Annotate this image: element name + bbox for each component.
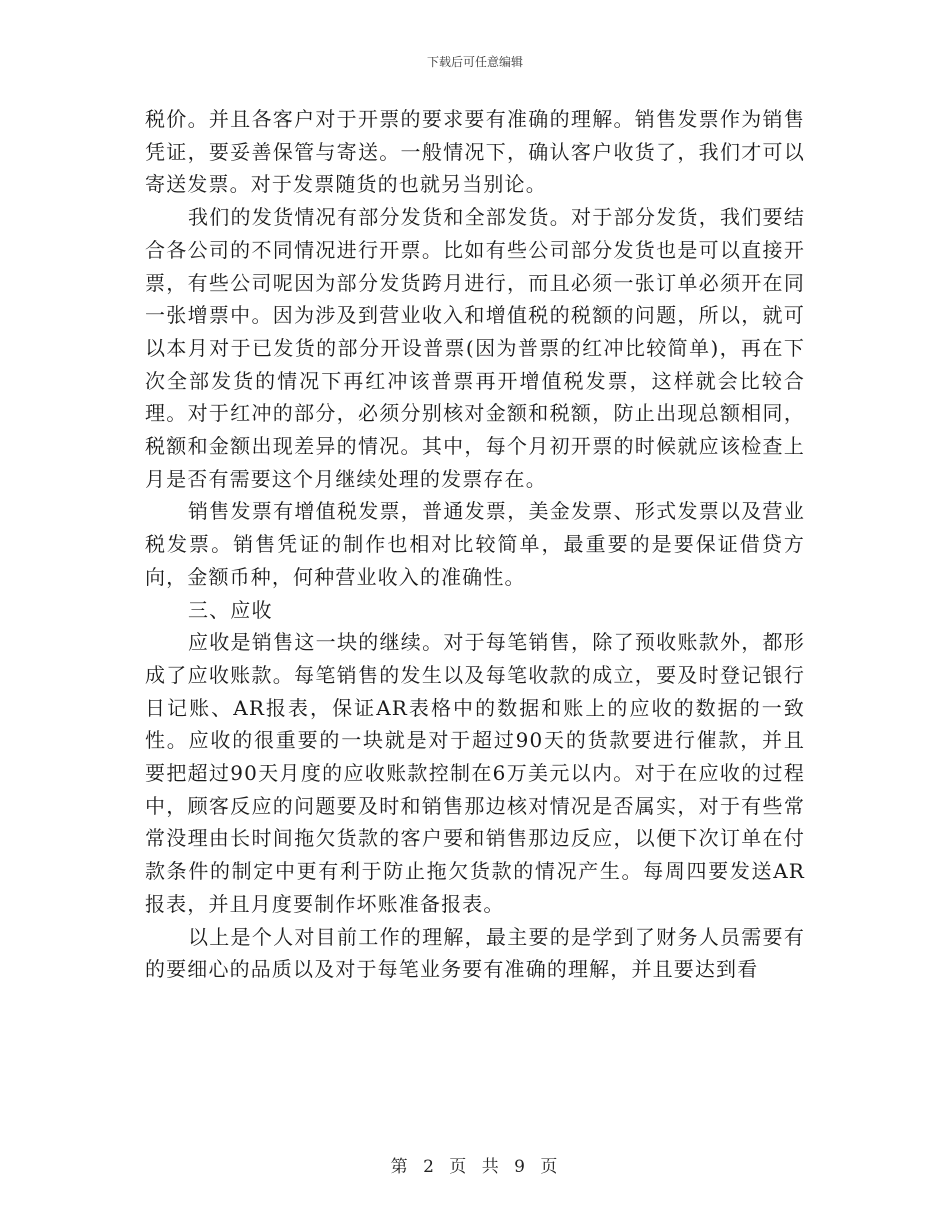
footer-prefix: 第 — [390, 1157, 410, 1177]
footer-total-unit: 页 — [540, 1157, 560, 1177]
footer-total-prefix: 共 — [481, 1157, 501, 1177]
paragraph-2: 我们的发货情况有部分发货和全部发货。对于部分发货，我们要结合各公司的不同情况进行开票。比如有些公司部分发货也是可以直接开票，有些公司呢因为部分发货跨月进行，而且必须一张订单必须开在同一张增票中。因为涉及到营业收入和增值税的税额的问题，所以，就可以本月对于已发货的部分开设普票(因为普票的红冲比较简单)，再在下次全部发货的情况下再红冲该普票再开增值税发票，这样就会比较合理。对于红冲的部分，必须分别核对金额和税额，防止出现总额相同，税额和金额出现差异的情况。其中，每个月初开票的时候就应该检查上月是否有需要这个月继续处理的发票存在。 — [145, 205, 805, 491]
page-header: 下载后可任意编辑 — [426, 55, 523, 69]
paragraph-4: 应收是销售这一块的继续。对于每笔销售，除了预收账款外，都形成了应收账款。每笔销售的发生以及每笔收款的成立，要及时登记银行日记账、AR报表，保证AR表格中的数据和账上的应收的数据的一致性。应收的很重要的一块就是对于超过90天的货款要进行催款，并且要把超过90天月度的应收账款控制在6万美元以内。对于在应收的过程中，顾客反应的问题要及时和销售那边核对情况是否属实，对于有些常常没理由长时间拖欠货款的客户要和销售那边反应，以便下次订单在付款条件的制定中更有利于防止拖欠货款的情况产生。每周四要发送AR报表，并且月度要制作坏账准备报表。 — [145, 630, 805, 916]
section-heading: 三、应收 — [188, 597, 273, 622]
paragraph-5: 以上是个人对目前工作的理解，最主要的是学到了财务人员需要有的要细心的品质以及对于每笔业务要有准确的理解，并且要达到看 — [145, 924, 805, 982]
paragraph-3: 销售发票有增值税发票，普通发票，美金发票、形式发票以及营业税发票。销售凭证的制作也相对比较简单，最重要的是要保证借贷方向，金额币种，何种营业收入的准确性。 — [145, 499, 805, 589]
document-body — [145, 103, 805, 986]
total-page-count: 9 — [514, 1157, 527, 1177]
footer-page-unit: 页 — [449, 1157, 469, 1177]
current-page-number: 2 — [423, 1157, 436, 1177]
page-footer — [0, 1152, 950, 1177]
paragraph-1: 税价。并且各客户对于开票的要求要有准确的理解。销售发票作为销售凭证，要妥善保管与寄送。一般情况下，确认客户收货了，我们才可以寄送发票。对于发票随货的也就另当别论。 — [145, 107, 805, 197]
